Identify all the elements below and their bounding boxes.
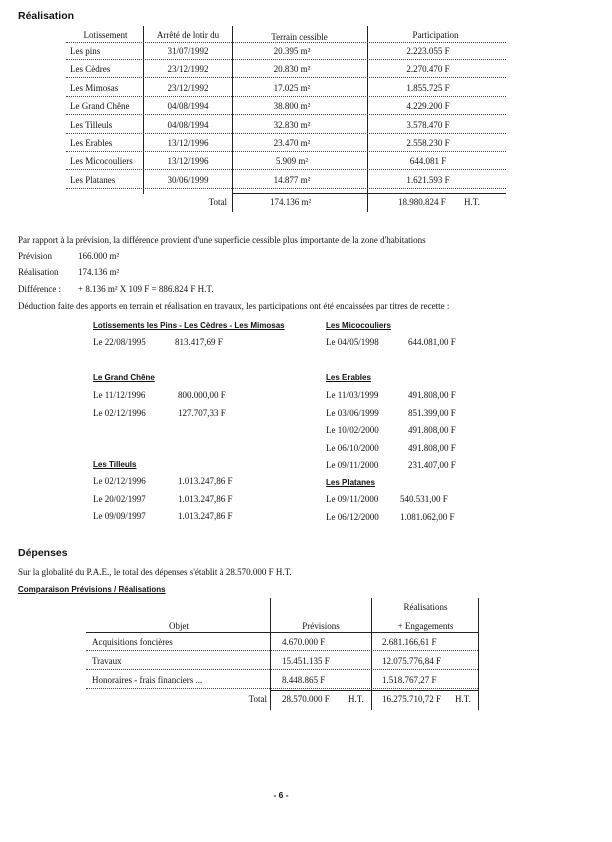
receipt-amount: 1.013.247,86 F [178,493,233,504]
realisation-cell: 1.621.593 F [406,174,450,185]
header-participation: Participation [412,30,459,40]
depense-cell: 2.681.166,61 F [382,637,437,647]
prevision-label: Prévision [18,251,53,261]
dep-total-prev: 28.570.000 F [282,694,330,704]
total-participation: 18.980.824 F [398,197,446,207]
receipt-amount: 540.531,00 F [400,494,448,504]
receipts-heading-tilleuls: Les Tilleuls [93,460,137,469]
realisation-cell: 2.223.055 F [406,46,450,56]
header-terrain: Terrain cessible [271,32,328,42]
receipt-amount: 644.081,00 F [408,337,456,347]
difference-value: + 8.136 m² X 109 F = 886.824 F H.T. [78,284,214,294]
depense-cell: 8.448.865 F [282,675,326,685]
col-objet: Objet [169,621,189,631]
realisation-cell: 2.270.470 F [406,64,450,75]
header-lotissement: Lotissement [83,30,128,40]
receipt-date: Le 09/09/1997 [93,511,146,522]
realisation-cell: Les Platanes [70,174,116,185]
depense-cell: Travaux [92,656,122,666]
realisation-cell: 644.081 F [409,156,447,167]
depenses-intro: Sur la globalité du P.A.E., le total des dépenses s'établit à 28.570.000 F H.T. [18,567,292,577]
receipts-heading-grand-chene: Le Grand Chêne [93,373,155,382]
section-heading-realisation: Réalisation [18,10,75,22]
dep-total-real: 16.275.710,72 F [382,694,442,704]
depense-cell: 4.670.000 F [282,637,326,647]
difference-intro: Par rapport à la prévision, la différence provient d'une superficie cessible plus importante de la zone d'habitations [18,235,426,245]
page-number: - 6 - [273,790,289,800]
receipt-amount: 1.081.062,00 F [400,511,455,522]
receipt-amount: 231.407,00 F [408,460,456,471]
realisation-cell: 23/12/1992 [167,64,209,75]
receipt-amount: 813.417,69 F [175,337,223,347]
depense-cell: Honoraires - frais financiers ... [92,675,203,685]
receipt-date: Le 04/05/1998 [326,337,379,347]
realisation-cell: Les Cèdres [70,64,111,75]
receipt-date: Le 03/06/1999 [326,407,379,418]
receipt-amount: 1.013.247,86 F [178,476,233,486]
receipt-date: Le 09/11/2000 [326,460,379,471]
col-engagements: + Engagements [397,621,454,631]
total-ht: H.T. [464,197,480,207]
receipt-date: Le 02/12/1996 [93,407,146,418]
realisation-cell: Les pins [70,46,101,56]
realisation-cell: 5.909 m² [275,156,309,167]
depense-cell: 15.451.135 F [282,656,330,666]
realisation-cell: 23.470 m² [273,138,311,148]
receipt-amount: 491.808,00 F [408,390,456,400]
section-heading-depenses: Dépenses [18,547,68,559]
realisation-cell: 31/07/1992 [167,46,209,56]
receipt-amount: 491.808,00 F [408,442,456,453]
receipts-heading-pins: Lotissements les Pins - Les Cèdres - Les Mimosas [93,321,285,330]
depense-cell: 12.075.776,84 F [382,656,442,666]
receipt-amount: 1.013.247,86 F [178,511,233,522]
realisation-label: Réalisation [18,267,59,277]
realisation-cell: Les Micocouliers [70,156,133,167]
realisation-cell: 04/08/1994 [167,101,209,112]
realisation-cell: Le Grand Chêne [70,101,130,112]
depense-cell: Acquisitions foncières [92,637,173,647]
col-previsions: Prévisions [302,621,340,631]
deduction-text: Déduction faite des apports en terrain et réalisation en travaux, les participations ont été encaissées par titres de recette : [18,301,450,311]
receipt-date: Le 20/02/1997 [93,493,146,504]
receipt-date: Le 22/08/1995 [93,337,146,347]
realisation-cell: 3.578.470 F [406,119,450,130]
realisation-cell: 04/08/1994 [167,119,209,130]
realisation-cell: Les Erables [70,138,113,148]
receipts-heading-platanes: Les Platanes [326,478,375,487]
prevision-value: 166.000 m² [78,251,120,261]
receipt-amount: 851.399,00 F [408,407,456,418]
realisation-cell: 32.830 m² [273,119,311,130]
realisation-cell: 30/06/1999 [167,174,209,185]
receipt-date: Le 02/12/1996 [93,476,146,486]
col-realisations: Réalisations [403,602,448,612]
dep-total-ht2: H.T. [455,694,471,704]
receipt-amount: 800.000,00 F [178,390,226,400]
receipt-date: Le 11/12/1996 [93,390,146,400]
realisation-cell: 20.395 m² [273,46,311,56]
realisation-cell: 38.800 m² [273,101,311,112]
receipt-amount: 491.808,00 F [408,425,456,436]
dep-total-label: Total [248,694,267,704]
receipt-date: Le 09/11/2000 [326,494,379,504]
receipt-amount: 127.707,33 F [178,407,226,418]
realisation-cell: 23/12/1992 [167,82,209,93]
realisation-cell: 4.229.200 F [406,101,450,112]
realisation-cell: 17.025 m² [273,82,311,93]
dep-total-ht: H.T. [348,694,364,704]
depense-cell: 1.518.767,27 F [382,675,437,685]
realisation-cell: 20.830 m² [273,64,311,75]
realisation-cell: Les Tilleuls [70,119,113,130]
comparison-heading: Comparaison Prévisions / Réalisations [18,585,166,594]
receipt-date: Le 11/03/1999 [326,390,379,400]
header-arrete: Arrêté de lotir du [156,30,220,40]
total-label: Total [208,197,227,207]
receipt-date: Le 10/02/2000 [326,425,379,436]
receipt-date: Le 06/12/2000 [326,511,379,522]
realisation-cell: Les Mimosas [70,82,119,93]
realisation-cell: 2.558.230 F [406,138,450,148]
realisation-cell: 1.855.725 F [406,82,450,93]
receipts-heading-erables: Les Erables [326,373,371,382]
realisation-cell: 13/12/1996 [167,138,209,148]
receipts-heading-micocouliers: Les Micocouliers [326,321,391,330]
total-terrain: 174.136 m² [270,197,312,207]
receipt-date: Le 06/10/2000 [326,442,379,453]
realisation-cell: 14.877 m² [273,174,311,185]
realisation-value: 174.136 m² [78,267,120,277]
difference-label: Différence : [18,284,62,294]
realisation-cell: 13/12/1996 [167,156,209,167]
